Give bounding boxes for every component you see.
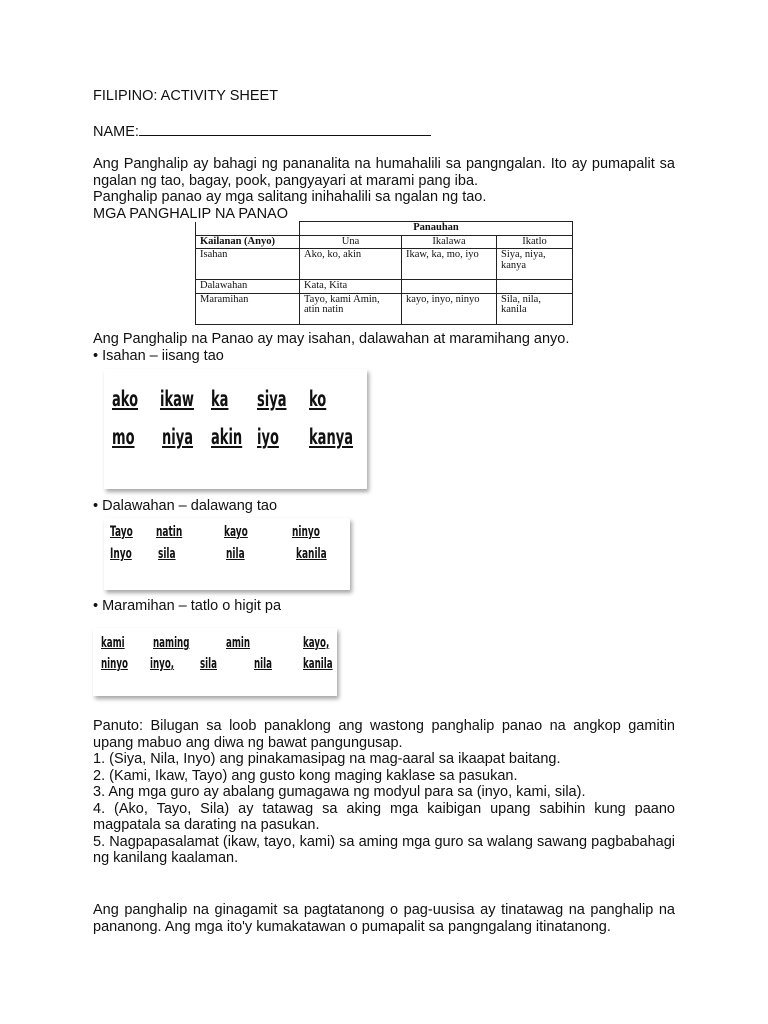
table-cell: Ako, ko, akin xyxy=(300,249,402,280)
panuto-item: 5. Nagpapasalamat (ikaw, tayo, kami) sa aming mga guro sa walang sawang pagbabahagi ng kanilang kaalaman. xyxy=(93,833,675,866)
name-label: NAME: xyxy=(93,124,139,140)
word: sila xyxy=(200,656,217,672)
word: nila xyxy=(226,546,245,562)
dalawahan-word-box xyxy=(104,518,350,590)
intro-text: Ang Panghalip ay bahagi ng pananalita na humahalili sa pangngalan. Ito ay pumapalit sa ngalan ng tao, bagay, pook, pangyayari at marami pang iba. xyxy=(93,156,675,189)
word: ka xyxy=(211,387,229,411)
word: ninyo xyxy=(292,524,320,540)
isahan-word-box xyxy=(104,369,367,489)
word: ako xyxy=(112,387,139,411)
dalawahan-bullet: • Dalawahan – dalawang tao xyxy=(93,498,278,514)
word: Tayo xyxy=(110,524,133,540)
table-row-label: Isahan xyxy=(196,249,300,280)
table-col-header: Ikalawa xyxy=(402,235,497,249)
table-col-header: Una xyxy=(300,235,402,249)
word: natin xyxy=(156,524,183,540)
table-cell: kayo, inyo, ninyo xyxy=(402,293,497,324)
table-row-header: Kailanan (Anyo) xyxy=(196,235,300,249)
word: mo xyxy=(112,425,135,449)
table-col-header: Ikatlo xyxy=(497,235,573,249)
word: iyo xyxy=(257,425,279,449)
table-cell: Sila, nila, kanila xyxy=(497,293,573,324)
isahan-bullet: • Isahan – iisang tao xyxy=(93,348,224,364)
panuto-item: 4. (Ako, Tayo, Sila) ay tatawag sa aking mga kaibigan upang sabihin kung paano magpatala sa darating na pasukan. xyxy=(93,800,675,833)
anyo-intro: Ang Panghalip na Panao ay may isahan, dalawahan at maramihang anyo. xyxy=(93,331,570,347)
table-group-header: Panauhan xyxy=(300,222,573,236)
panuto-item: 3. Ang mga guro ay abalang gumagawa ng modyul para sa (inyo, kami, sila). xyxy=(93,784,586,800)
word: Inyo xyxy=(110,546,132,562)
panuto-section xyxy=(93,718,675,867)
word: siya xyxy=(257,387,287,411)
table-corner xyxy=(196,222,300,236)
word: ikaw xyxy=(160,387,194,411)
panao-heading: MGA PANGHALIP NA PANAO xyxy=(93,205,289,222)
panghalip-table xyxy=(195,221,573,325)
word: kami xyxy=(101,635,125,651)
word: kanila xyxy=(303,656,333,672)
word: nila xyxy=(254,656,272,672)
table-cell xyxy=(402,280,497,294)
word: niya xyxy=(162,425,194,449)
table-row-label: Dalawahan xyxy=(196,280,300,294)
name-blank-line xyxy=(139,122,431,136)
table-row-label: Maramihan xyxy=(196,293,300,324)
intro-paragraph xyxy=(93,156,675,222)
table-cell: Siya, niya, kanya xyxy=(497,249,573,280)
table-cell: Kata, Kita xyxy=(300,280,402,294)
word: ko xyxy=(309,387,327,411)
word: naming xyxy=(153,635,190,651)
word: kanya xyxy=(309,425,353,449)
panuto-instruction: Panuto: Bilugan sa loob panaklong ang wastong panghalip panao na angkop gamitin upang mabuo ang diwa ng bawat pangungusap. xyxy=(93,718,675,751)
panao-definition: Panghalip panao ay mga salitang inihahalili sa ngalan ng tao. xyxy=(93,189,487,205)
pananong-paragraph: Ang panghalip na ginagamit sa pagtatanong o pag-uusisa ay tinatawag na panghalip na pananong. Ang mga ito'y kumakatawan o pumapalit sa pangngalang itinatanong. xyxy=(93,902,675,935)
maramihan-word-box xyxy=(93,628,337,696)
word: kayo, xyxy=(303,635,330,651)
word: ninyo xyxy=(101,656,128,672)
word: inyo, xyxy=(150,656,175,672)
name-field xyxy=(93,122,431,140)
word: amin xyxy=(226,635,251,651)
word: sila xyxy=(158,546,176,562)
word: kanila xyxy=(296,546,327,562)
table-cell xyxy=(497,280,573,294)
word: akin xyxy=(211,425,243,449)
sheet-title: FILIPINO: ACTIVITY SHEET xyxy=(93,88,279,104)
panuto-item: 2. (Kami, Ikaw, Tayo) ang gusto kong maging kaklase sa pasukan. xyxy=(93,767,518,784)
table-cell: Tayo, kami Amin, atin natin xyxy=(300,293,402,324)
word: kayo xyxy=(224,524,248,540)
table-cell: Ikaw, ka, mo, iyo xyxy=(402,249,497,280)
panuto-item: 1. (Siya, Nila, Inyo) ang pinakamasipag na mag-aaral sa ikaapat baitang. xyxy=(93,751,561,767)
maramihan-bullet: • Maramihan – tatlo o higit pa xyxy=(93,598,282,614)
